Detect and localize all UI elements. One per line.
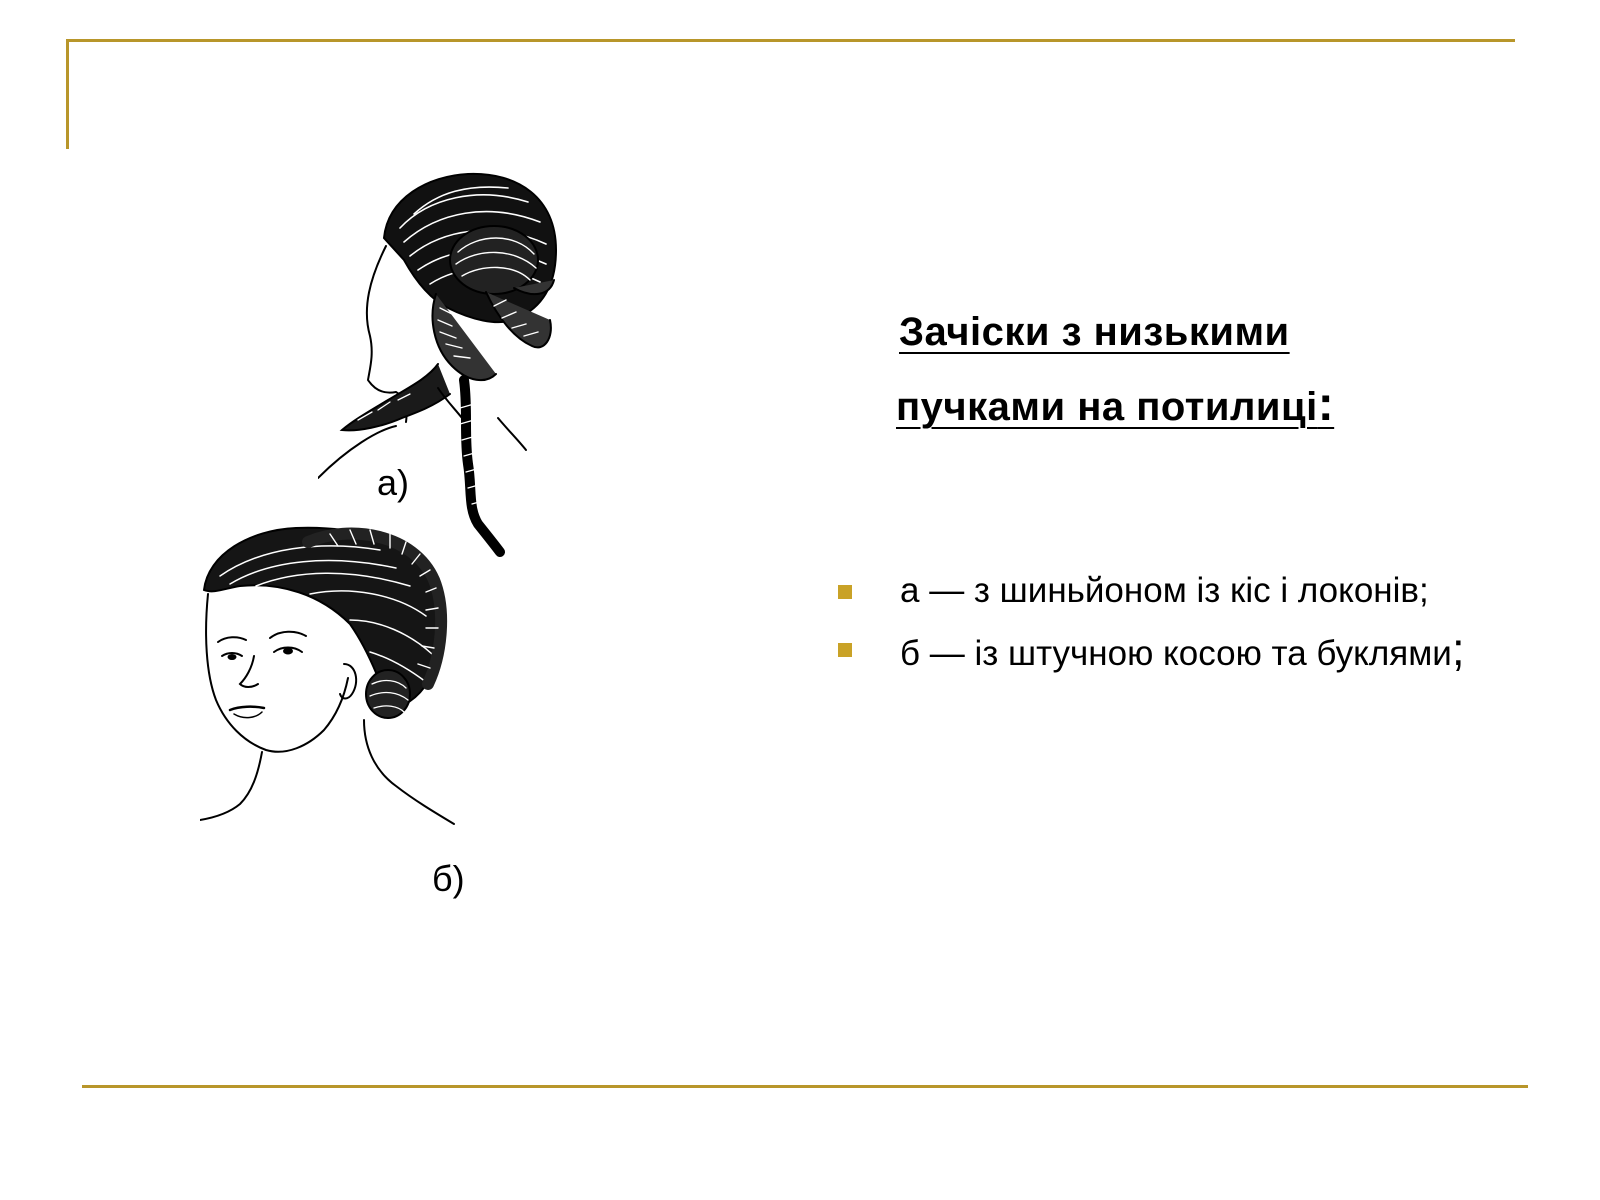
bullet-item-b xyxy=(838,618,1538,685)
figure-label-b: б) xyxy=(432,858,465,899)
slide-title-line-2 xyxy=(896,377,1334,432)
title-colon: : xyxy=(1317,378,1335,431)
square-bullet-icon xyxy=(838,643,852,657)
square-bullet-icon xyxy=(838,585,852,599)
slide-title-line-1 xyxy=(899,310,1290,355)
bottom-rule-line xyxy=(82,1085,1528,1088)
bullet-list xyxy=(838,560,1538,685)
hairstyle-a-illustration xyxy=(318,168,574,560)
top-rule-line xyxy=(67,39,1515,42)
hairstyle-b-illustration xyxy=(200,524,456,846)
bullet-item-a xyxy=(838,560,1538,622)
left-rule-line xyxy=(66,39,69,149)
figure-label-a: а) xyxy=(377,462,410,503)
bullet-text-b: б — із штучною косою та буклями xyxy=(900,634,1452,673)
bullet-trail-b: ; xyxy=(1451,623,1465,675)
title-text-2: пучками на потилиці xyxy=(896,385,1318,429)
bullet-text-a: а — з шиньйоном із кіс і локонів; xyxy=(900,571,1429,610)
title-text-1: Зачіски з низькими xyxy=(899,310,1290,354)
